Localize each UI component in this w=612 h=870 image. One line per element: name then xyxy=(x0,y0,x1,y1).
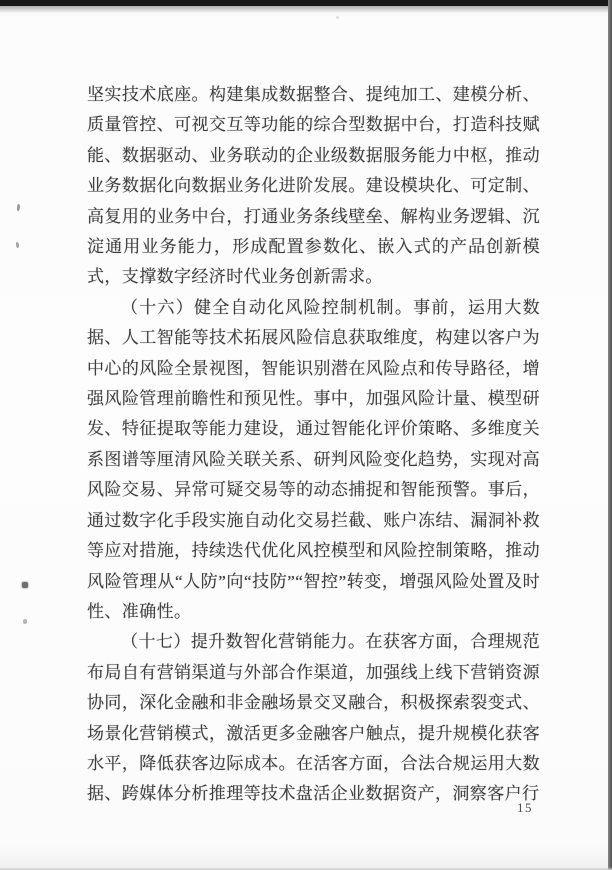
ink-speck xyxy=(17,204,21,211)
document-text-block xyxy=(87,80,540,810)
ink-speck xyxy=(16,242,19,248)
page-number: 15 xyxy=(517,800,533,815)
scan-edge-top-shadow xyxy=(0,6,612,13)
scan-edge-right xyxy=(608,0,612,870)
ink-speck xyxy=(336,16,339,19)
paragraph-section-17: （十七）提升数智化营销能力。在获客方面，合理规范布局自有营销渠道与外部合作渠道，加强线上线下营销资源协同，深化金融和非金融场景交叉融合，积极探索裂变式、场景化营销模式，激活更多金融客户触点，提升规模化获客水平，降低获客边际成本。在活客方面，合法合规运用大数据、跨媒体分析推理等技术盘活企业数据资产，洞察客户行 xyxy=(87,632,540,804)
ink-speck xyxy=(23,619,27,624)
paragraph-section-16: （十六）健全自动化风险控制机制。事前，运用大数据、人工智能等技术拓展风险信息获取维度，构建以客户为中心的风险全景视图，智能识别潜在风险点和传导路径，增强风险管理前瞻性和预见性。事中，加强风险计量、模型研发、特征提取等能力建设，通过智能化评价策略、多维度关系图谱等厘清风险关联关系、研判风险变化趋势，实现对高风险交易、异常可疑交易等的动态捕捉和智能预警。事后，通过数字化手段实施自动化交易拦截、账户冻结、漏洞补救等应对措施，持续迭代优化风控模型和风险控制策略，推动风险管理从“人防”向“技防”“智控”转变，增强风险处置及时性、准确性。 xyxy=(87,297,540,621)
ink-speck xyxy=(22,582,28,588)
paragraph-continuation: 坚实技术底座。构建集成数据整合、提纯加工、建模分析、质量管控、可视交互等功能的综合型数据中台，打造科技赋能、数据驱动、业务联动的企业级数据服务能力中枢，推动业务数据化向数据业务化进阶发展。建设模块化、可定制、高复用的业务中台，打通业务条线壁垒、解构业务逻辑、沉淀通用业务能力，形成配置参数化、嵌入式的产品创新模式，支撑数字经济时代业务创新需求。 xyxy=(87,85,540,287)
